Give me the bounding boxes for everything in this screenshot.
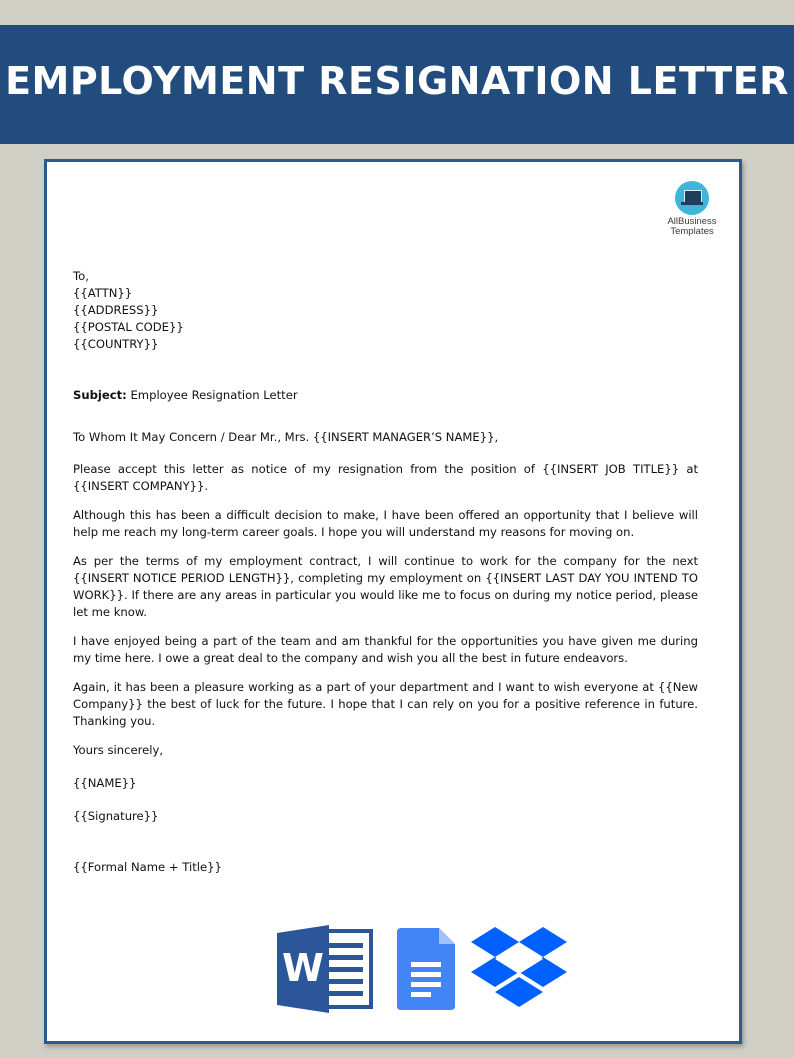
logo-line-1: AllBusiness xyxy=(667,216,717,227)
salutation: To Whom It May Concern / Dear Mr., Mrs. {{INSERT MANAGER’S NAME}}, xyxy=(73,430,499,444)
subject-line xyxy=(73,387,698,404)
formal-name-title: {{Formal Name + Title}} xyxy=(73,860,222,874)
dropbox-icon[interactable] xyxy=(471,925,567,1015)
word-icon[interactable] xyxy=(277,925,373,1013)
address-postal-code: {{POSTAL CODE}} xyxy=(73,320,184,334)
paragraph-1: Please accept this letter as notice of my resignation from the position of {{INSERT JOB TITLE}} at {{INSERT COMPANY}}. xyxy=(73,462,698,493)
google-docs-icon[interactable] xyxy=(397,928,457,1010)
address-attn: {{ATTN}} xyxy=(73,286,133,300)
page-title: EMPLOYMENT RESIGNATION LETTER xyxy=(5,58,789,103)
paragraph-2: Although this has been a difficult decision to make, I have been offered an opportunity that I believe will help me reach my long-term career goals. I hope you will understand my reasons for moving on. xyxy=(73,508,698,539)
laptop-icon xyxy=(675,181,709,215)
address-to: To, xyxy=(73,269,89,283)
paragraph-3: As per the terms of my employment contract, I will continue to work for the company for the next {{INSERT NOTICE PERIOD LENGTH}}, completing my employment on {{INSERT LAST DAY YOU INTEND TO WORK}}. If there are any areas in particular you would like me to focus on during my notice period, please let me know. xyxy=(73,554,698,619)
logo-text xyxy=(657,217,727,237)
allbusiness-logo xyxy=(657,181,727,237)
letter-body xyxy=(73,268,698,876)
app-icons xyxy=(275,925,575,1015)
document-page xyxy=(44,159,742,1044)
address-address: {{ADDRESS}} xyxy=(73,303,159,317)
sender-name: {{NAME}} xyxy=(73,776,137,790)
word-icon-letter: W xyxy=(282,946,324,990)
signature: {{Signature}} xyxy=(73,809,159,823)
paragraph-5: Again, it has been a pleasure working as a part of your department and I want to wish everyone at {{New Company}} the best of luck for the future. I hope that I can rely on you for a positive reference in future. Thanking you. xyxy=(73,680,698,728)
header-banner xyxy=(0,25,794,144)
subject-label: Subject: xyxy=(73,388,127,402)
logo-line-2: Templates xyxy=(670,226,714,237)
address-country: {{COUNTRY}} xyxy=(73,337,159,351)
paragraph-4: I have enjoyed being a part of the team and am thankful for the opportunities you have given me during my time here. I owe a great deal to the company and wish you all the best in future endeavors. xyxy=(73,634,698,665)
closing: Yours sincerely, xyxy=(73,743,164,757)
subject-text: Employee Resignation Letter xyxy=(126,388,298,402)
